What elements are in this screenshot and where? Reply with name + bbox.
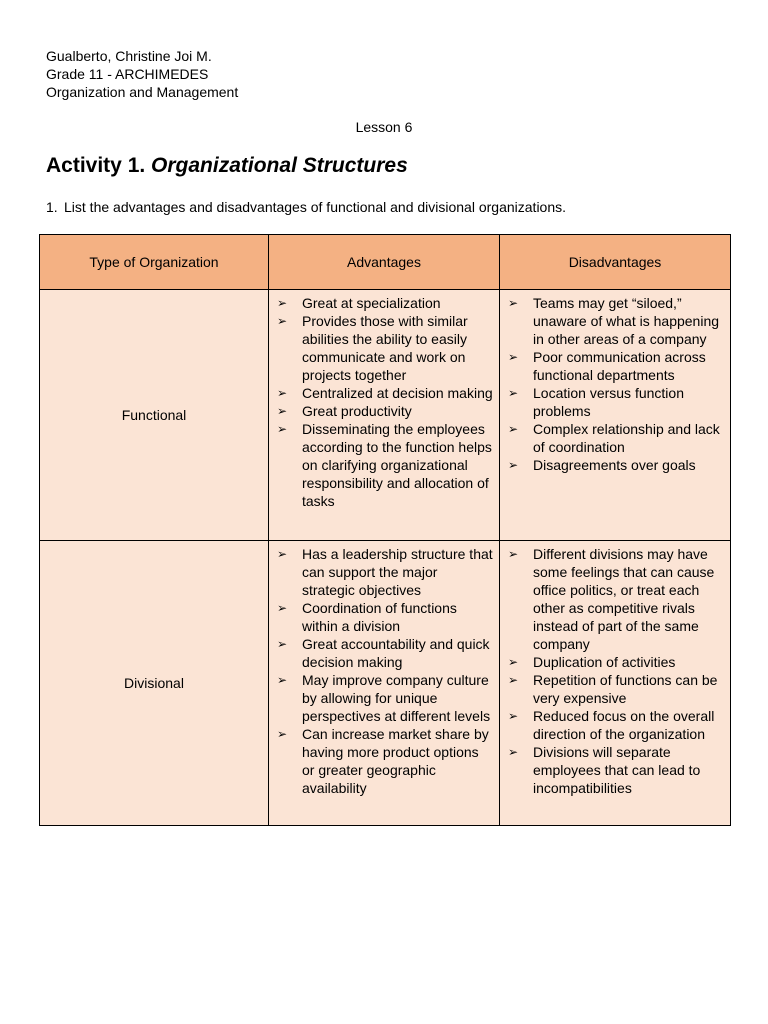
table-header-row [40, 235, 731, 290]
list-item-text: Disagreements over goals [533, 457, 696, 473]
arrowhead-bullet-icon: ➢ [277, 314, 288, 328]
author-name: Gualberto, Christine Joi M. [46, 48, 212, 64]
list-item [508, 348, 724, 384]
type-cell: Functional [40, 290, 269, 541]
list-item-text: Great at specialization [302, 295, 441, 311]
list-item [277, 384, 493, 402]
arrowhead-bullet-icon: ➢ [508, 745, 519, 759]
list-item [508, 653, 724, 671]
list-item [508, 671, 724, 707]
type-cell: Divisional [40, 541, 269, 826]
list-item [277, 402, 493, 420]
list-item [277, 671, 493, 725]
disadvantages-cell [500, 541, 731, 826]
disadvantages-cell [500, 290, 731, 541]
arrowhead-bullet-icon: ➢ [277, 601, 288, 615]
list-item-text: Provides those with similar abilities the ability to easily communicate and work on projects together [302, 313, 468, 383]
list-item-text: Coordination of functions within a division [302, 600, 457, 634]
arrowhead-bullet-icon: ➢ [508, 296, 519, 310]
list-item-text: Great productivity [302, 403, 412, 419]
arrowhead-bullet-icon: ➢ [277, 296, 288, 310]
author-info [46, 47, 238, 101]
table-row [40, 541, 731, 826]
list-item-text: Can increase market share by having more product options or greater geographic availability [302, 726, 489, 796]
arrowhead-bullet-icon: ➢ [508, 350, 519, 364]
list-item-text: Centralized at decision making [302, 385, 493, 401]
header-disadvantages: Disadvantages [500, 235, 731, 290]
list-item [508, 456, 724, 474]
arrowhead-bullet-icon: ➢ [277, 673, 288, 687]
comparison-table [39, 234, 731, 826]
list-item-text: Reduced focus on the overall direction of the organization [533, 708, 715, 742]
list-item [508, 384, 724, 420]
list-item-text: Great accountability and quick decision making [302, 636, 490, 670]
list-item-text: Divisions will separate employees that can lead to incompatibilities [533, 744, 701, 796]
instruction-text: List the advantages and disadvantages of functional and divisional organizations. [64, 199, 567, 215]
list-item [277, 545, 493, 599]
list-item [277, 312, 493, 384]
list-item-text: Different divisions may have some feelings that can cause office politics, or treat each other as competitive rivals instead of part of the same company [533, 546, 715, 652]
instruction [46, 198, 566, 216]
table-row [40, 290, 731, 541]
list-item [277, 294, 493, 312]
list-item [508, 545, 724, 653]
arrowhead-bullet-icon: ➢ [277, 386, 288, 400]
list-item-text: May improve company culture by allowing for unique perspectives at different levels [302, 672, 491, 724]
arrowhead-bullet-icon: ➢ [508, 673, 519, 687]
list-item [508, 707, 724, 743]
list-item-text: Complex relationship and lack of coordination [533, 421, 720, 455]
arrowhead-bullet-icon: ➢ [508, 709, 519, 723]
header-type: Type of Organization [40, 235, 269, 290]
arrowhead-bullet-icon: ➢ [508, 655, 519, 669]
title-emphasis: Organizational Structures [151, 154, 408, 177]
list-item [277, 725, 493, 797]
advantages-cell [269, 290, 500, 541]
page-title [46, 152, 408, 180]
arrowhead-bullet-icon: ➢ [277, 422, 288, 436]
list-item-text: Location versus function problems [533, 385, 684, 419]
bullet-list [269, 290, 499, 510]
arrowhead-bullet-icon: ➢ [508, 386, 519, 400]
list-item-text: Teams may get “siloed,” unaware of what is happening in other areas of a company [533, 295, 720, 347]
advantages-cell [269, 541, 500, 826]
list-item [277, 599, 493, 635]
bullet-list [500, 541, 730, 797]
list-item-text: Disseminating the employees according to the function helps on clarifying organizational responsibility and allocation of tasks [302, 421, 492, 509]
list-item [508, 743, 724, 797]
list-item [508, 294, 724, 348]
arrowhead-bullet-icon: ➢ [277, 547, 288, 561]
list-item-text: Duplication of activities [533, 654, 676, 670]
list-item [277, 635, 493, 671]
subject-name: Organization and Management [46, 84, 239, 100]
header-advantages: Advantages [269, 235, 500, 290]
instruction-number: 1. [46, 199, 58, 215]
list-item-text: Has a leadership structure that can support the major strategic objectives [302, 546, 493, 598]
arrowhead-bullet-icon: ➢ [508, 422, 519, 436]
title-prefix: Activity 1. [46, 154, 152, 177]
list-item-text: Poor communication across functional departments [533, 349, 706, 383]
list-item [508, 420, 724, 456]
arrowhead-bullet-icon: ➢ [508, 458, 519, 472]
list-item-text: Repetition of functions can be very expensive [533, 672, 718, 706]
arrowhead-bullet-icon: ➢ [508, 547, 519, 561]
lesson-label: Lesson 6 [355, 119, 413, 135]
arrowhead-bullet-icon: ➢ [277, 637, 288, 651]
arrowhead-bullet-icon: ➢ [277, 404, 288, 418]
arrowhead-bullet-icon: ➢ [277, 727, 288, 741]
grade-section: Grade 11 - ARCHIMEDES [46, 66, 209, 82]
bullet-list [500, 290, 730, 474]
bullet-list [269, 541, 499, 797]
list-item [277, 420, 493, 510]
